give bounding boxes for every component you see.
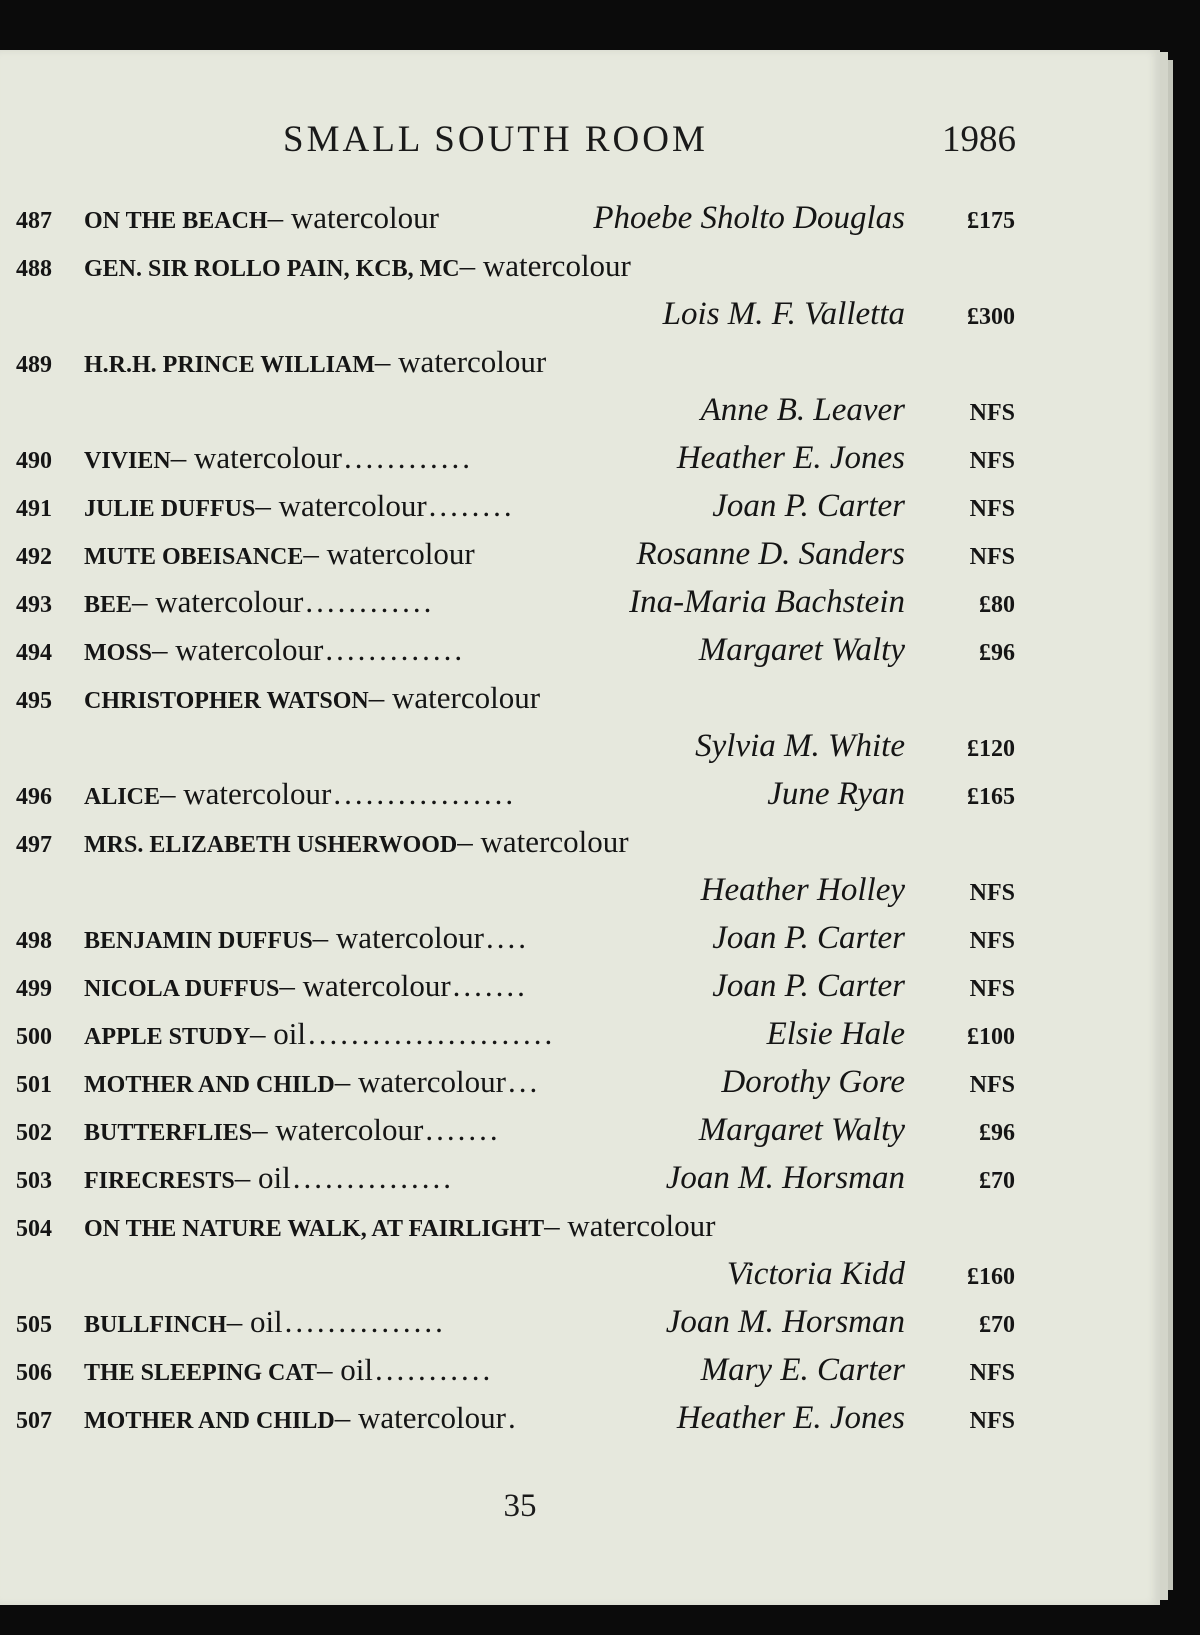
entry-number: 487 xyxy=(16,208,52,234)
entry-number: 491 xyxy=(16,496,52,522)
catalogue-year: 1986 xyxy=(942,119,1016,160)
entry-medium: – watercolour xyxy=(160,776,332,811)
entry-medium: – watercolour xyxy=(303,536,475,571)
list-item-continuation xyxy=(0,872,1160,920)
entry-artist: Anne B. Leaver xyxy=(700,392,905,428)
entry-number: 499 xyxy=(16,976,52,1002)
entry-title: MRS. ELIZABETH USHERWOOD xyxy=(84,832,458,858)
entry-number: 505 xyxy=(16,1312,52,1338)
list-item-continuation xyxy=(0,1256,1160,1304)
entry-medium: – oil xyxy=(250,1016,307,1051)
entry-medium: – watercolour xyxy=(279,968,451,1003)
list-item xyxy=(0,1304,1160,1352)
entry-artist: Joan P. Carter xyxy=(712,488,905,524)
list-item xyxy=(0,776,1160,824)
entry-number: 492 xyxy=(16,544,52,570)
list-item xyxy=(0,680,1160,728)
list-item xyxy=(0,488,1160,536)
list-item xyxy=(0,584,1160,632)
list-item xyxy=(0,824,1160,872)
entry-price: £165 xyxy=(967,784,1015,810)
entry-title: ON THE BEACH xyxy=(84,208,268,234)
entry-title: BUTTERFLIES xyxy=(84,1120,253,1146)
list-item xyxy=(0,536,1160,584)
entry-artist: Joan P. Carter xyxy=(712,968,905,1004)
entry-artist: Dorothy Gore xyxy=(721,1064,905,1100)
entry-artist: Heather Holley xyxy=(700,872,905,908)
leader-dots: ... xyxy=(507,1064,541,1099)
entry-artist: June Ryan xyxy=(767,776,905,812)
entry-price: NFS xyxy=(969,400,1015,426)
entry-artist: Margaret Walty xyxy=(698,632,905,668)
page-edge xyxy=(1160,52,1168,1600)
entry-medium: – watercolour xyxy=(132,584,304,619)
entry-price: £160 xyxy=(967,1264,1015,1290)
leader-dots: ....................... xyxy=(308,1016,556,1051)
leader-dots: ............. xyxy=(325,632,466,667)
entry-number: 506 xyxy=(16,1360,52,1386)
entry-number: 504 xyxy=(16,1216,52,1242)
entry-title: H.R.H. PRINCE WILLIAM xyxy=(84,352,375,378)
entry-price: £96 xyxy=(979,1120,1015,1146)
entry-number: 503 xyxy=(16,1168,52,1194)
entry-artist: Joan M. Horsman xyxy=(665,1160,905,1196)
entry-artist: Lois M. F. Valletta xyxy=(662,296,905,332)
entry-number: 507 xyxy=(16,1408,52,1434)
page-edge xyxy=(1168,60,1173,1590)
entry-title: FIRECRESTS xyxy=(84,1168,235,1194)
entry-title: JULIE DUFFUS xyxy=(84,496,256,522)
page-header xyxy=(0,118,1160,168)
list-item xyxy=(0,920,1160,968)
entry-price: NFS xyxy=(969,1072,1015,1098)
entry-medium: – watercolour xyxy=(312,920,484,955)
entry-medium: – watercolour xyxy=(255,488,427,523)
entry-medium: – oil xyxy=(234,1160,291,1195)
entry-price: NFS xyxy=(969,496,1015,522)
entry-title: GEN. SIR ROLLO PAIN, KCB, MC xyxy=(84,256,460,282)
page-number: 35 xyxy=(503,1488,537,1524)
list-item xyxy=(0,1016,1160,1064)
entry-title: MUTE OBEISANCE xyxy=(84,544,304,570)
entry-price: £175 xyxy=(967,208,1015,234)
entry-medium: – watercolour xyxy=(152,632,324,667)
leader-dots: ............ xyxy=(343,440,473,475)
entry-title: MOSS xyxy=(84,640,153,666)
entry-number: 495 xyxy=(16,688,52,714)
leader-dots: . xyxy=(507,1400,519,1435)
leader-dots: ................. xyxy=(333,776,517,811)
entry-number: 494 xyxy=(16,640,52,666)
entry-price: £80 xyxy=(979,592,1015,618)
entry-artist: Joan M. Horsman xyxy=(665,1304,905,1340)
entry-artist: Mary E. Carter xyxy=(700,1352,905,1388)
entry-artist: Joan P. Carter xyxy=(712,920,905,956)
entry-title: VIVIEN xyxy=(84,448,171,474)
list-item xyxy=(0,1352,1160,1400)
entry-price: £300 xyxy=(967,304,1015,330)
entry-number: 501 xyxy=(16,1072,52,1098)
entry-artist: Heather E. Jones xyxy=(676,440,905,476)
entry-number: 502 xyxy=(16,1120,52,1146)
leader-dots: ....... xyxy=(425,1112,501,1147)
entry-artist: Heather E. Jones xyxy=(676,1400,905,1436)
entry-price: NFS xyxy=(969,880,1015,906)
entry-artist: Sylvia M. White xyxy=(695,728,905,764)
list-item xyxy=(0,200,1160,248)
entry-number: 497 xyxy=(16,832,52,858)
entry-title: BENJAMIN DUFFUS xyxy=(84,928,313,954)
list-item xyxy=(0,1208,1160,1256)
entry-medium: – watercolour xyxy=(252,1112,424,1147)
leader-dots: ........ xyxy=(428,488,515,523)
entry-title: APPLE STUDY xyxy=(84,1024,251,1050)
entry-price: NFS xyxy=(969,448,1015,474)
list-item-continuation xyxy=(0,296,1160,344)
entry-price: £70 xyxy=(979,1168,1015,1194)
leader-dots: .... xyxy=(485,920,529,955)
entry-price: NFS xyxy=(969,1360,1015,1386)
entry-title: CHRISTOPHER WATSON xyxy=(84,688,369,714)
entry-title: MOTHER AND CHILD xyxy=(84,1072,335,1098)
entry-title: BEE xyxy=(84,592,133,618)
entry-medium: – watercolour xyxy=(368,680,541,715)
entry-number: 496 xyxy=(16,784,52,810)
leader-dots: ............... xyxy=(284,1304,446,1339)
entry-title: MOTHER AND CHILD xyxy=(84,1408,335,1434)
entry-price: NFS xyxy=(969,1408,1015,1434)
list-item xyxy=(0,1160,1160,1208)
entry-price: £100 xyxy=(967,1024,1015,1050)
list-item xyxy=(0,968,1160,1016)
list-item-continuation xyxy=(0,728,1160,776)
entry-artist: Victoria Kidd xyxy=(726,1256,905,1292)
entry-title: ON THE NATURE WALK, AT FAIRLIGHT xyxy=(84,1216,545,1242)
entry-medium: – watercolour xyxy=(267,200,439,235)
list-item xyxy=(0,1112,1160,1160)
leader-dots: ........... xyxy=(374,1352,494,1387)
list-item xyxy=(0,344,1160,392)
entry-number: 500 xyxy=(16,1024,52,1050)
entry-number: 488 xyxy=(16,256,52,282)
entry-price: NFS xyxy=(969,544,1015,570)
entry-list xyxy=(0,200,1160,1448)
entry-title: BULLFINCH xyxy=(84,1312,227,1338)
entry-medium: – watercolour xyxy=(334,1400,506,1435)
entry-medium: – oil xyxy=(316,1352,373,1387)
entry-price: NFS xyxy=(969,976,1015,1002)
entry-medium: – watercolour xyxy=(457,824,629,859)
list-item xyxy=(0,1064,1160,1112)
leader-dots: ............... xyxy=(292,1160,454,1195)
list-item xyxy=(0,440,1160,488)
entry-number: 490 xyxy=(16,448,52,474)
leader-dots: ....... xyxy=(452,968,528,1003)
entry-number: 489 xyxy=(16,352,52,378)
entry-title: THE SLEEPING CAT xyxy=(84,1360,317,1386)
entry-price: £70 xyxy=(979,1312,1015,1338)
entry-medium: – oil xyxy=(226,1304,283,1339)
entry-artist: Ina-Maria Bachstein xyxy=(629,584,905,620)
entry-number: 498 xyxy=(16,928,52,954)
entry-price: £96 xyxy=(979,640,1015,666)
entry-title: ALICE xyxy=(84,784,161,810)
entry-medium: – watercolour xyxy=(334,1064,506,1099)
entry-price: NFS xyxy=(969,928,1015,954)
list-item xyxy=(0,1400,1160,1448)
entry-medium: – watercolour xyxy=(374,344,547,379)
leader-dots: ............ xyxy=(305,584,435,619)
entry-artist: Phoebe Sholto Douglas xyxy=(593,200,905,236)
list-item-continuation xyxy=(0,392,1160,440)
entry-artist: Rosanne D. Sanders xyxy=(636,536,905,572)
entry-medium: – watercolour xyxy=(459,248,631,283)
entry-medium: – watercolour xyxy=(170,440,342,475)
entry-title: NICOLA DUFFUS xyxy=(84,976,280,1002)
entry-number: 493 xyxy=(16,592,52,618)
room-title: SMALL SOUTH ROOM xyxy=(283,119,708,160)
list-item xyxy=(0,632,1160,680)
entry-artist: Margaret Walty xyxy=(698,1112,905,1148)
entry-medium: – watercolour xyxy=(544,1208,716,1243)
list-item xyxy=(0,248,1160,296)
entry-artist: Elsie Hale xyxy=(766,1016,905,1052)
entry-price: £120 xyxy=(967,736,1015,762)
